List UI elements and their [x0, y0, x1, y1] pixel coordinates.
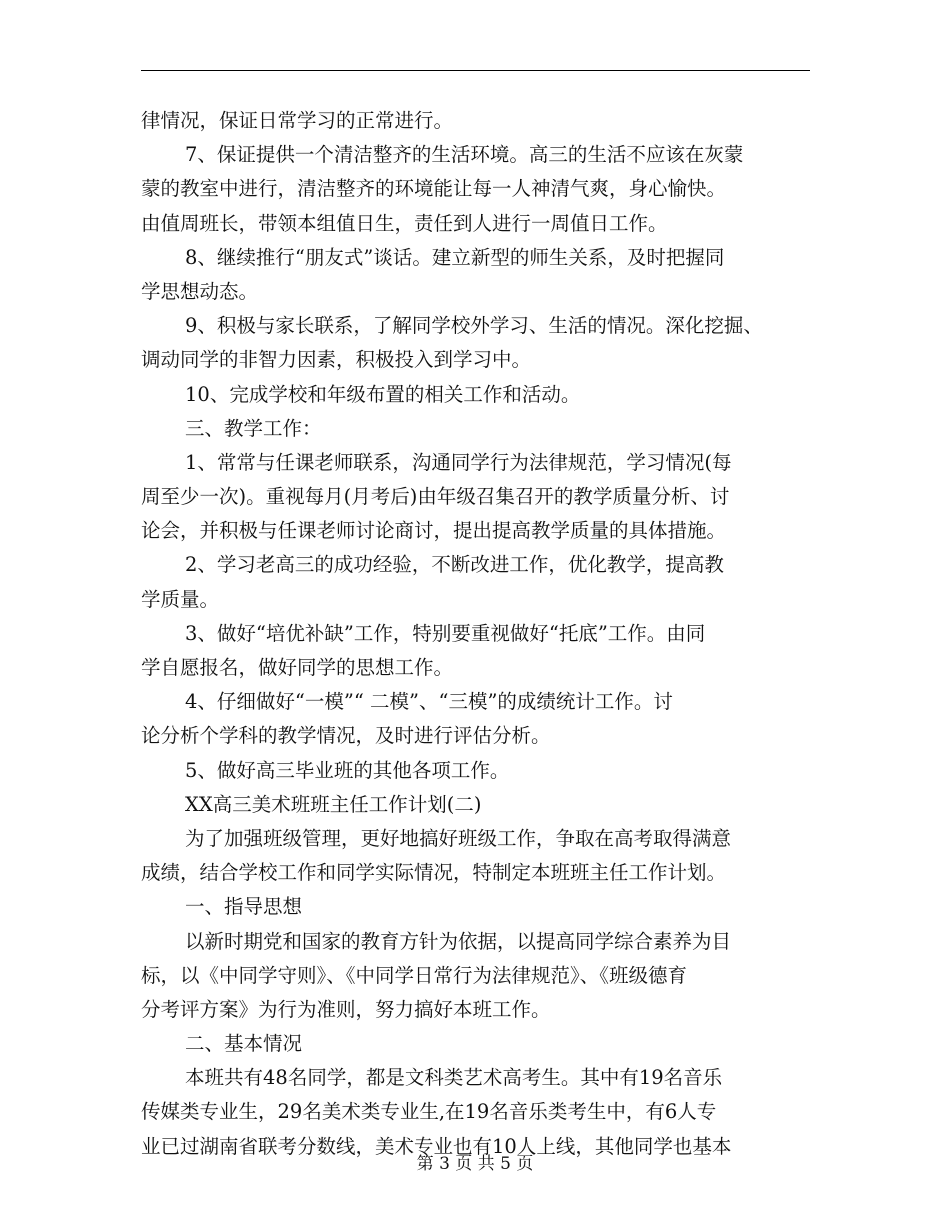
text-line: 学自愿报名，做好同学的思想工作。: [141, 656, 454, 679]
text-line: 2、学习老高三的成功经验，不断改进工作，优化教学，提高教: [185, 553, 724, 577]
text-line: 10、完成学校和年级布置的相关工作和活动。: [185, 382, 581, 406]
text-line: 学质量。: [141, 587, 220, 611]
text-line: 为了加强班级管理，更好地搞好班级工作，争取在高考取得满意: [185, 826, 732, 850]
text-line: 本班共有48名同学，都是文科类艺术高考生。其中有19名音乐: [185, 1066, 723, 1090]
text-line: 5、做好高三毕业班的其他各项工作。: [185, 758, 510, 782]
text-line: 标，以《中同学守则》、《中同学日常行为法律规范》、《班级德育: [141, 963, 688, 987]
text-line: 4、仔细做好“一模”“ 二模”、“三模”的成绩统计工作。讨: [185, 690, 673, 714]
text-line: 论分析个学科的教学情况，及时进行评估分析。: [141, 724, 551, 748]
text-line: 3、做好“培优补缺”工作，特别要重视做好“托底”工作。由同: [185, 621, 706, 645]
text-line: 分考评方案》为行为准则，努力搞好本班工作。: [141, 997, 551, 1021]
text-line: 一、指导思想: [185, 895, 303, 919]
text-line: 由值周班长，带领本组值日生，责任到人进行一周值日工作。: [141, 211, 668, 235]
text-line: 学思想动态。: [141, 279, 259, 303]
text-line: 周至少一次)。重视每月(月考后)由年级召集召开的教学质量分析、讨: [141, 485, 730, 509]
text-line: 二、基本情况: [185, 1032, 303, 1056]
page-footer: 第 3 页 共 5 页: [416, 1154, 534, 1174]
text-line: XX高三美术班班主任工作计划(二): [185, 792, 482, 816]
text-line: 论会，并积极与任课老师讨论商讨，提出提高教学质量的具体措施。: [141, 519, 727, 543]
text-line: 调动同学的非智力因素，积极投入到学习中。: [141, 348, 532, 372]
text-line: 蒙的教室中进行，清洁整齐的环境能让每一人神清气爽，身心愉快。: [141, 177, 727, 201]
document-body: [141, 104, 810, 1164]
text-line: 三、教学工作：: [185, 416, 322, 440]
text-line: 传媒类专业生，29名美术类专业生,在19名音乐类考生中，有6人专: [141, 1100, 717, 1124]
text-line: 1、常常与任课老师联系，沟通同学行为法律规范，学习情况(每: [185, 450, 732, 474]
text-line: 以新时期党和国家的教育方针为依据，以提高同学综合素养为目: [185, 929, 732, 953]
text-line: 业已过湖南省联考分数线，美术专业也有10人上线，其他同学也基本: [141, 1134, 732, 1158]
text-line: 9、积极与家长联系，了解同学校外学习、生活的情况。深化挖掘、: [185, 314, 763, 338]
text-line: 律情况，保证日常学习的正常进行。: [141, 109, 454, 132]
text-line: 8、继续推行“朋友式”谈话。建立新型的师生关系，及时把握同: [185, 245, 725, 269]
text-line: 7、保证提供一个清洁整齐的生活环境。高三的生活不应该在灰蒙: [185, 143, 744, 167]
header-rule: [141, 70, 810, 71]
text-line: 成绩，结合学校工作和同学实际情况，特制定本班班主任工作计划。: [141, 861, 727, 885]
